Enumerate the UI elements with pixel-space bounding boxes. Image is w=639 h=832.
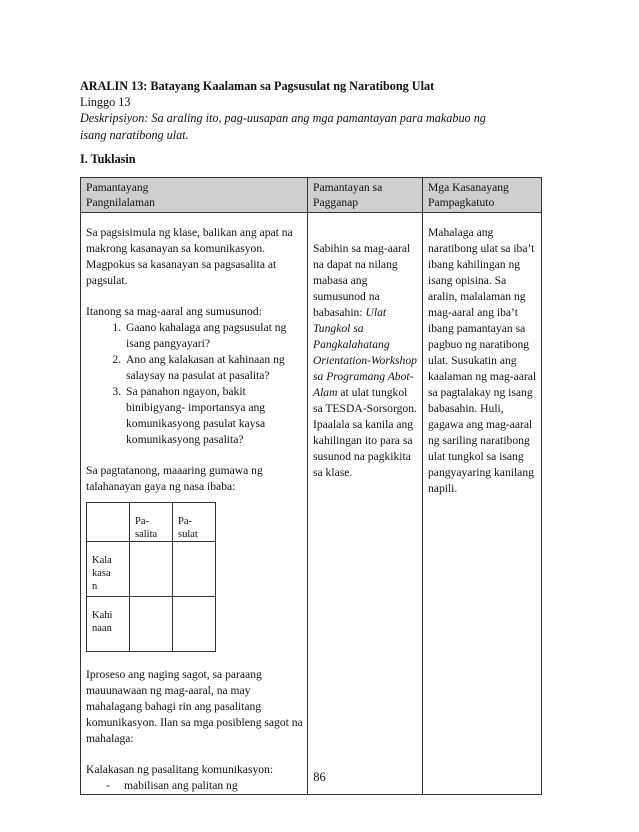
performance-standard-text: Sabihin sa mag-aaral na dapat na nilang mabasa ang sumusunod na babasahin: Ulat Tungkol sa Pangkalahatang Orientation-Workshop sa Programang Abot-Alam at ulat tungkol sa TESDA-Sorsorgon. Ipaalala sa kanila ang kahilingan ito para sa susunod na pagkikita sa klase. (313, 242, 417, 479)
lesson-description-line-2: isang naratibong ulat. (80, 127, 189, 142)
question-list (86, 320, 303, 448)
question-item: 2. Ano ang kalakasan at kahinaan ng salaysay na pasulat at pasalita? (124, 352, 303, 384)
comparison-row (87, 597, 216, 652)
comparison-cell (130, 542, 173, 597)
section-heading: I. Tuklasin (80, 152, 136, 166)
question-prompt: Itanong sa mag-aaral ang sumusunod: (86, 305, 262, 318)
intro-paragraph: Sa pagsisimula ng klase, balikan ang apat na makrong kasanayan sa komunikasyon. Magpokus sa kasanayan sa pagsasalita at pagsulat. (86, 226, 293, 287)
table-instruction: Sa pagtatanong, maaaring gumawa ng talahanayan gaya ng nasa ibaba: (86, 464, 263, 493)
comparison-row (87, 542, 216, 597)
cell-pamantayang-pangnilalaman (81, 213, 308, 795)
comparison-cell (130, 597, 173, 652)
lesson-title: ARALIN 13: Batayang Kaalaman sa Pagsusulat ng Naratibong Ulat (80, 79, 435, 93)
comparison-cell (173, 542, 216, 597)
comparison-row-header: Kahi naan (87, 597, 130, 652)
page-number: 86 (313, 770, 326, 784)
comparison-table (86, 502, 216, 652)
table-body-row (81, 213, 542, 795)
strength-item: - mabilisan ang palitan ng (110, 778, 303, 794)
header-pamantayan-sa-pagganap: Pamantayan sa Pagganap (308, 178, 423, 213)
cell-mga-kasanayang-pampagkatuto (423, 213, 542, 795)
learning-competency-text: Mahalaga ang naratibong ulat sa iba’t ibang kahilingan ng isang opisina. Sa aralin, malalaman ng mag-aaral ang iba’t ibang pamantayan sa pagbuo ng naratibong ulat. Susukatin ang kaalaman ng mag-aaral sa pagtalakay ng isang babasahin. Huli, gagawa ang mag-aaral ng sariling naratibong ulat tungkol sa isang pangyayaring kanilang napili. (428, 226, 537, 495)
comparison-col-header: Pa- sulat (173, 503, 216, 542)
lesson-week: Linggo 13 (80, 95, 131, 110)
comparison-cell (173, 597, 216, 652)
process-paragraph: Iproseso ang naging sagot, sa paraang mauunawaan ng mag-aaral, na may mahalagang bahagi rin ang pasalitang komunikasyon. Ilan sa mga posibleng sagot na mahalaga: (86, 668, 303, 745)
cell-pamantayan-sa-pagganap (308, 213, 423, 795)
comparison-col-header: Pa- salita (130, 503, 173, 542)
lesson-table (80, 177, 542, 795)
header-pamantayang-pangnilalaman: Pamantayang Pangnilalaman (81, 178, 308, 213)
strengths-heading: Kalakasan ng pasalitang komunikasyon: (86, 763, 274, 776)
reading-title: Ulat Tungkol sa Pangkalahatang Orientation-Workshop sa Programang Abot-Alam (313, 306, 417, 399)
question-item: 3. Sa panahon ngayon, bakit binibigyang- importansya ang komunikasyong pasulat kaysa komunikasyong pasalita? (124, 384, 303, 448)
question-item: 1. Gaano kahalaga ang pagsusulat ng isang pangyayari? (124, 320, 303, 352)
lesson-description-line-1: Deskripsiyon: Sa araling ito, pag-uusapan ang mga pamantayan para makabuo ng (80, 111, 486, 126)
lesson-header (80, 78, 550, 143)
header-mga-kasanayang-pampagkatuto: Mga Kasanayang Pampagkatuto (423, 178, 542, 213)
table-header-row (81, 178, 542, 213)
comparison-corner-cell (87, 503, 130, 542)
comparison-row-header: Kala kasa n (87, 542, 130, 597)
comparison-header-row (87, 503, 216, 542)
